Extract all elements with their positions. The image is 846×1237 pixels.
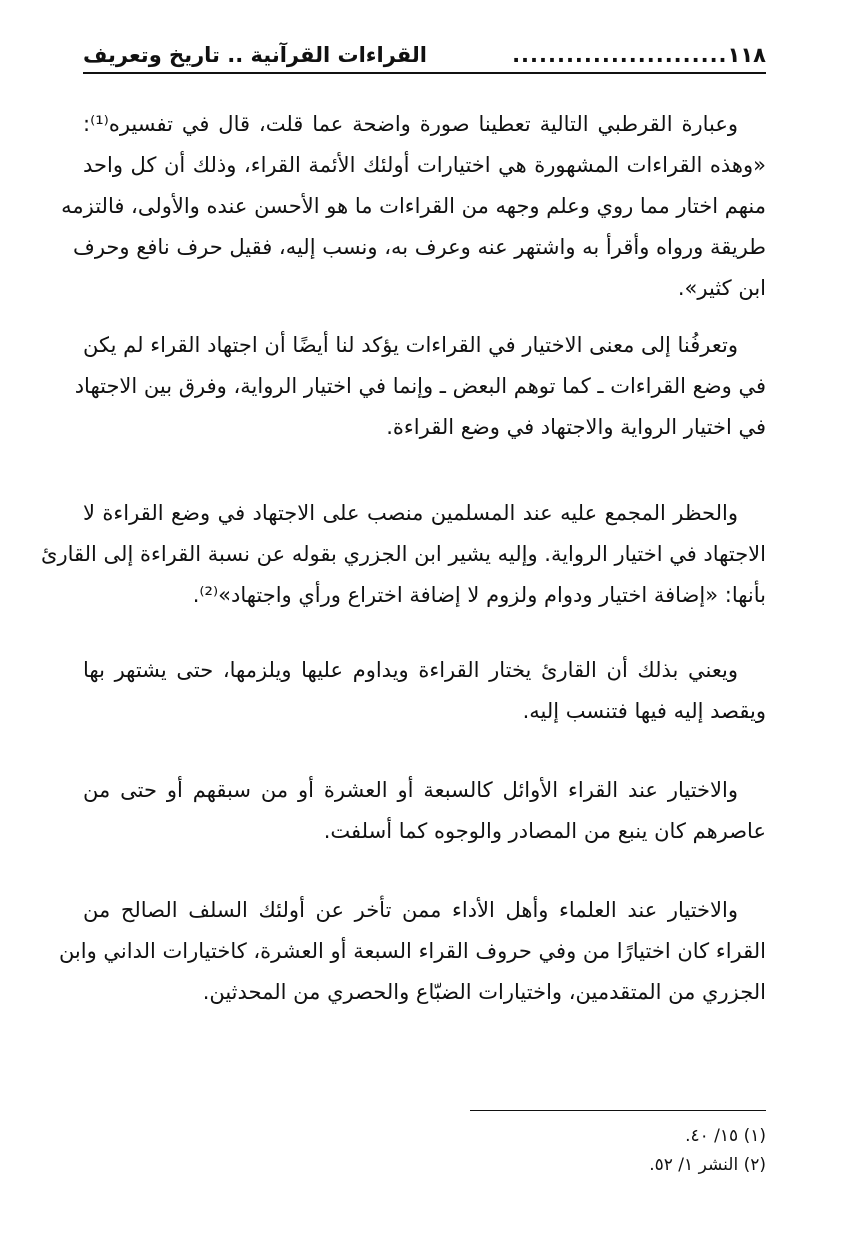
book-title: القراءات القرآنية .. تاريخ وتعريف	[83, 43, 427, 67]
footnote-1: (١) ١٥/ ٤٠.	[685, 1126, 766, 1146]
footnote-divider	[470, 1110, 766, 1111]
paragraph-1	[61, 104, 766, 309]
paragraph-4	[83, 650, 766, 732]
text-line: ويعني بذلك أن القارئ يختار القراءة ويداوم عليها ويلزمها، حتى يشتهر بها	[83, 658, 738, 682]
text-line: في اختيار الرواية والاجتهاد في وضع القراءة.	[386, 415, 766, 439]
text-line: الجزري من المتقدمين، واختيارات الضبّاع والحصري من المحدثين.	[202, 980, 766, 1004]
running-header	[83, 38, 766, 74]
paragraph-5	[83, 770, 766, 852]
text-line: والحظر المجمع عليه عند المسلمين منصب على الاجتهاد في وضع القراءة لا	[83, 501, 738, 525]
text-line: القراء كان اختيارًا من وفي حروف القراء السبعة أو العشرة، كاختيارات الداني وابن	[58, 939, 766, 963]
text-line: عاصرهم كان ينبع من المصادر والوجوه كما أسلفت.	[323, 819, 766, 843]
text-line: طريقة ورواه وأقرأ به واشتهر عنه وعرف به، ونسب إليه، فقيل حرف نافع وحرف	[73, 235, 766, 259]
text-line: ويقصد إليه فيها فتنسب إليه.	[522, 699, 766, 723]
text-line: وعبارة القرطبي التالية تعطينا صورة واضحة عما قلت، قال في تفسيره⁽¹⁾:	[83, 112, 738, 136]
text-line: الاجتهاد في اختيار الرواية. وإليه يشير ابن الجزري بقوله عن نسبة القراءة إلى القارئ	[41, 542, 766, 566]
text-line: والاختيار عند العلماء وأهل الأداء ممن تأخر عن أولئك السلف الصالح من	[83, 898, 738, 922]
text-line: «وهذه القراءات المشهورة هي اختيارات أولئك الأئمة القراء، وذلك أن كل واحد	[83, 153, 766, 177]
text-line: ابن كثير».	[677, 276, 766, 300]
text-line: بأنها: «إضافة اختيار ودوام ولزوم لا إضافة اختراع ورأي واجتهاد»⁽²⁾.	[192, 583, 766, 607]
text-line: في وضع القراءات ـ كما توهم البعض ـ وإنما في اختيار الرواية، وفرق بين الاجتهاد	[74, 374, 766, 398]
paragraph-6	[58, 890, 766, 1013]
text-line: وتعرفُنا إلى معنى الاختيار في القراءات يؤكد لنا أيضًا أن اجتهاد القراء لم يكن	[83, 333, 738, 357]
footnote-2: (٢) النشر ١/ ٥٢.	[649, 1155, 766, 1175]
paragraph-2	[74, 325, 766, 448]
page-number: ١١٨	[727, 43, 766, 67]
text-line: والاختيار عند القراء الأوائل كالسبعة أو العشرة أو من سبقهم أو حتى من	[83, 778, 738, 802]
text-line: منهم اختار مما روي وعلم وجهه من القراءات ما هو الأحسن عنده والأولى، فالتزمه	[61, 194, 766, 218]
header-dots: ........................	[512, 43, 728, 67]
paragraph-3	[41, 493, 766, 616]
